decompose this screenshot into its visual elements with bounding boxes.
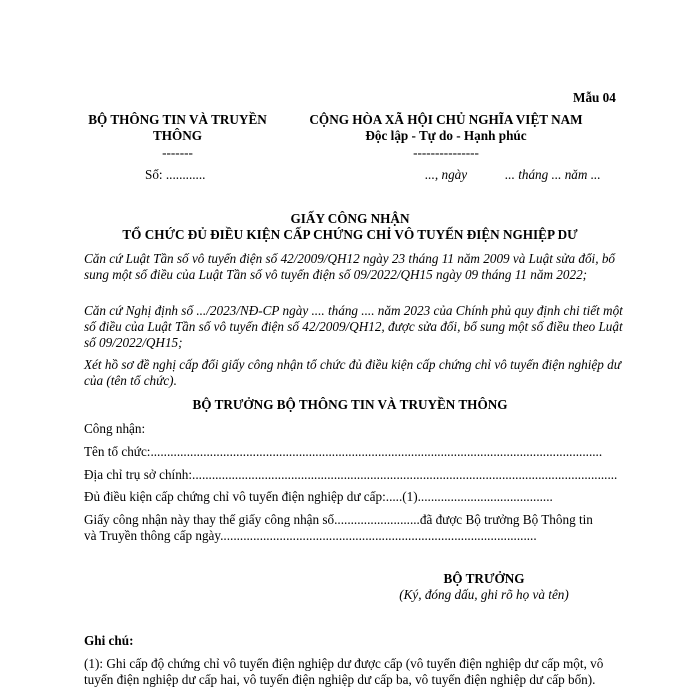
replacement-note-line1: Giấy công nhận này thay thế giấy công nhận số..........................đã được Bộ trưởng Bộ Thông tin <box>84 512 593 527</box>
headquarters-address-field: Địa chỉ trụ sở chính:................................................................................................................................. <box>84 467 618 482</box>
legal-basis-3: Xét hồ sơ đề nghị cấp đổi giấy công nhận tổ chức đủ điều kiện cấp chứng chỉ vô tuyến điện nghiệp dư của (tên tổ chức). <box>84 357 621 388</box>
replacement-note-line2: và Truyền thông cấp ngày................................................................................................ <box>84 528 537 543</box>
document-number: Số: ............ <box>145 167 206 182</box>
form-code: Mẫu 04 <box>573 90 616 105</box>
national-title: CỘNG HÒA XÃ HỘI CHỦ NGHĨA VIỆT NAM <box>309 112 583 127</box>
legal-basis-1: Căn cứ Luật Tần số vô tuyến điện số 42/2009/QH12 ngày 23 tháng 11 năm 2009 và Luật sửa đổi, bổ sung một số điều của Luật Tần số vô tuyến điện số 09/2022/QH15 ngày 09 tháng 11 năm 2022; <box>84 251 616 282</box>
issuing-authority: BỘ TRƯỞNG BỘ THÔNG TIN VÀ TRUYỀN THÔNG <box>192 397 508 412</box>
signature-title: BỘ TRƯỞNG <box>443 571 525 586</box>
ministry-separator: ------- <box>162 145 193 160</box>
date-place: ..., ngày <box>425 167 468 182</box>
national-motto: Độc lập - Tự do - Hạnh phúc <box>365 128 527 143</box>
notes-heading: Ghi chú: <box>84 633 134 648</box>
ministry-name-line1: BỘ THÔNG TIN VÀ TRUYỀN <box>88 112 267 127</box>
document-subtitle: TỔ CHỨC ĐỦ ĐIỀU KIỆN CẤP CHỨNG CHỈ VÔ TUYẾN ĐIỆN NGHIỆP DƯ <box>122 227 578 242</box>
signature-instruction: (Ký, đóng dấu, ghi rõ họ và tên) <box>399 587 569 602</box>
certificate-level-field: Đủ điều kiện cấp chứng chỉ vô tuyến điện nghiệp dư cấp:.....(1)......................................... <box>84 489 553 504</box>
document-title: GIẤY CÔNG NHẬN <box>290 211 410 226</box>
recognize-label: Công nhận: <box>84 421 146 436</box>
national-separator: --------------- <box>413 145 479 160</box>
date-rest: ... tháng ... năm ... <box>505 167 601 182</box>
note-1: (1): Ghi cấp độ chứng chỉ vô tuyến điện nghiệp dư được cấp (vô tuyến điện nghiệp dư cấp một, vô tuyến điện nghiệp dư cấp hai, vô tuyến điện nghiệp dư cấp ba, vô tuyến điện nghiệp dư cấp bốn). <box>84 656 604 687</box>
legal-basis-2: Căn cứ Nghị định số .../2023/NĐ-CP ngày .... tháng .... năm 2023 của Chính phủ quy định chi tiết một số điều của Luật Tần số vô tuyến điện số 42/2009/QH12, được sửa đổi, bổ sung một số điều theo Luật số 09/2022/QH15; <box>84 303 623 350</box>
ministry-name-line2: THÔNG <box>152 128 203 143</box>
organization-name-field: Tên tổ chức:......................................................................................................................................... <box>84 444 603 459</box>
